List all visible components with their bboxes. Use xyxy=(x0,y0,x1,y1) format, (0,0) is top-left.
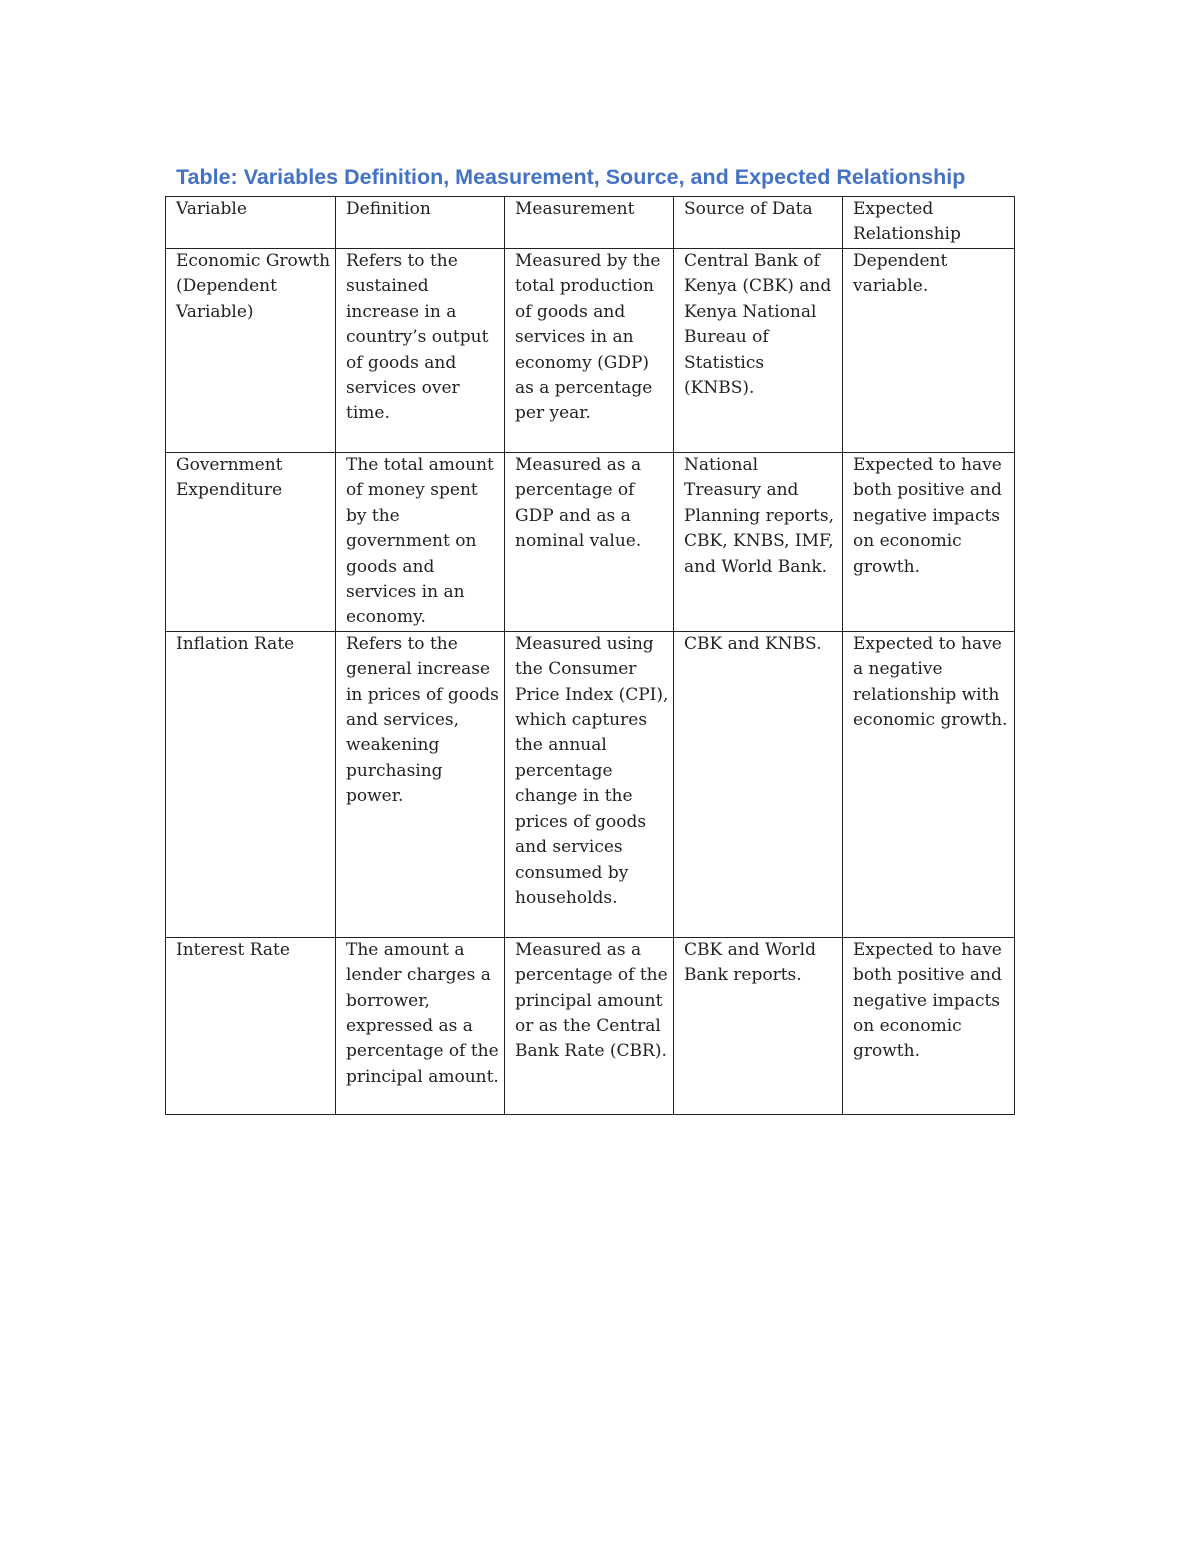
table-row xyxy=(166,453,1015,632)
cell-variable: Inflation Rate xyxy=(166,631,336,937)
cell-variable: Economic Growth (Dependent Variable) xyxy=(166,249,336,453)
cell-source: Central Bank of Kenya (CBK) and Kenya National Bureau of Statistics (KNBS). xyxy=(674,249,843,453)
cell-expected-relationship: Expected to have a negative relationship with economic growth. xyxy=(843,631,1015,937)
header-source: Source of Data xyxy=(674,197,843,249)
header-measurement: Measurement xyxy=(505,197,674,249)
table-row xyxy=(166,631,1015,937)
cell-variable: Interest Rate xyxy=(166,937,336,1114)
cell-expected-relationship: Expected to have both positive and negative impacts on economic growth. xyxy=(843,937,1015,1114)
variables-table xyxy=(165,196,1015,1115)
cell-expected-relationship: Dependent variable. xyxy=(843,249,1015,453)
cell-variable: Government Expenditure xyxy=(166,453,336,632)
cell-definition: The amount a lender charges a borrower, expressed as a percentage of the principal amount. xyxy=(336,937,505,1114)
cell-source: National Treasury and Planning reports, CBK, KNBS, IMF, and World Bank. xyxy=(674,453,843,632)
cell-definition: The total amount of money spent by the government on goods and services in an economy. xyxy=(336,453,505,632)
header-definition: Definition xyxy=(336,197,505,249)
page-title: Table: Variables Definition, Measurement, Source, and Expected Relationship xyxy=(176,165,966,189)
cell-definition: Refers to the sustained increase in a country’s output of goods and services over time. xyxy=(336,249,505,453)
header-expected-relationship: Expected Relationship xyxy=(843,197,1015,249)
cell-measurement: Measured using the Consumer Price Index (CPI), which captures the annual percentage change in the prices of goods and services consumed by households. xyxy=(505,631,674,937)
table-row xyxy=(166,937,1015,1114)
table-header-row xyxy=(166,197,1015,249)
cell-measurement: Measured as a percentage of the principal amount or as the Central Bank Rate (CBR). xyxy=(505,937,674,1114)
cell-measurement: Measured as a percentage of GDP and as a nominal value. xyxy=(505,453,674,632)
cell-source: CBK and KNBS. xyxy=(674,631,843,937)
table-row xyxy=(166,249,1015,453)
cell-measurement: Measured by the total production of goods and services in an economy (GDP) as a percentage per year. xyxy=(505,249,674,453)
cell-expected-relationship: Expected to have both positive and negative impacts on economic growth. xyxy=(843,453,1015,632)
cell-definition: Refers to the general increase in prices of goods and services, weakening purchasing power. xyxy=(336,631,505,937)
cell-source: CBK and World Bank reports. xyxy=(674,937,843,1114)
header-variable: Variable xyxy=(166,197,336,249)
